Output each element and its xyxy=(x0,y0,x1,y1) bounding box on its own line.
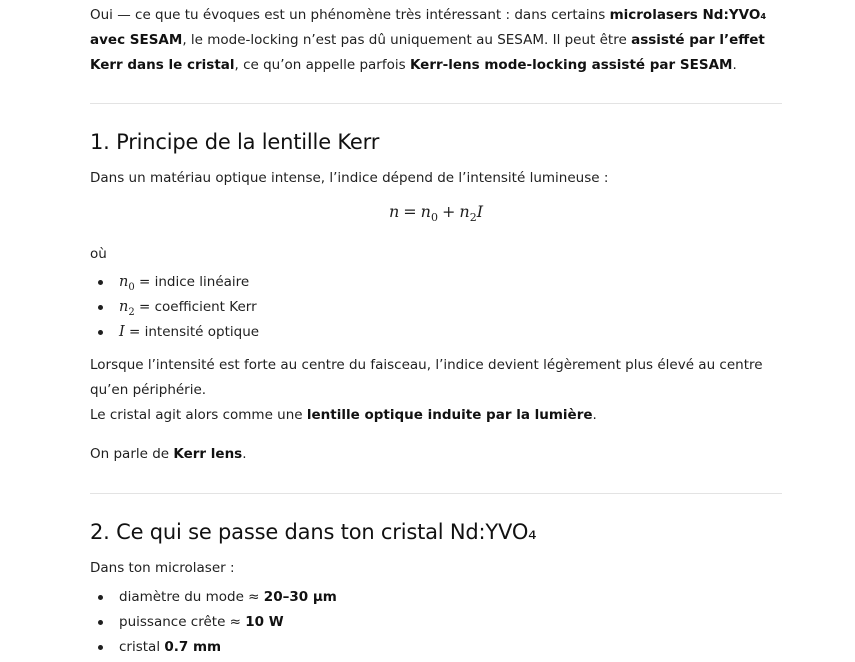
bullet-icon xyxy=(98,645,103,650)
formula-n0-sub: 0 xyxy=(430,211,438,225)
bullet-icon xyxy=(98,620,103,625)
list-item-text: puissance crête ≈ xyxy=(119,614,246,630)
formula-intensity: I xyxy=(476,202,484,221)
intro-paragraph xyxy=(90,3,782,78)
list-item-text: diamètre du mode ≈ xyxy=(119,589,264,605)
bullet-icon xyxy=(98,305,103,310)
kerr-lens-paragraph: On parle de Kerr lens. xyxy=(90,446,247,462)
formula-equals: = xyxy=(403,202,417,221)
lens-paragraph: Le cristal agit alors comme une lentille optique induite par la lumière. xyxy=(90,407,597,423)
math-symbol: $n_0$ xyxy=(119,274,135,293)
list-item-text: cristal xyxy=(119,639,165,655)
list-item-value: 0.7 mm xyxy=(164,639,222,655)
formula-n2: n xyxy=(459,202,470,221)
math-symbol: $n_2$ xyxy=(119,299,135,318)
formula-n0: n xyxy=(420,202,431,221)
list-item xyxy=(90,635,782,660)
list-item-text: = intensité optique xyxy=(124,324,260,340)
list-item-value: 10 W xyxy=(245,614,284,630)
kerr-lens-bold: Kerr lens xyxy=(173,446,243,462)
intro-bold-2: assisté par l’effet Kerr dans le cristal xyxy=(90,32,765,73)
intro-text-2: , le mode-locking n’est pas dû uniquement au SESAM. Il peut être xyxy=(182,32,632,48)
list-item-text: = coefficient Kerr xyxy=(134,299,257,315)
list-item xyxy=(90,610,782,635)
intro-text-4: . xyxy=(732,57,737,73)
math-symbol: I xyxy=(119,324,125,340)
intro-text-1: Oui — ce que tu évoques est un phénomène très intéressant : dans certains xyxy=(90,7,610,23)
list-item xyxy=(90,585,782,610)
list-item xyxy=(90,295,782,320)
bullet-icon xyxy=(98,595,103,600)
bullet-icon xyxy=(98,280,103,285)
bullet-icon xyxy=(98,330,103,335)
divider xyxy=(90,103,782,104)
list-item-text: = indice linéaire xyxy=(134,274,250,290)
kerr-formula xyxy=(90,202,782,224)
lens-bold: lentille optique induite par la lumière xyxy=(306,407,593,423)
intro-bold-1: microlasers Nd:YVO₄ avec SESAM xyxy=(90,7,767,48)
intro-text-3: , ce qu’on appelle parfois xyxy=(234,57,410,73)
where-label: où xyxy=(90,246,107,262)
formula-n: n xyxy=(388,202,400,221)
explanation-paragraph: Lorsque l’intensité est forte au centre du faisceau, l’indice devient légèrement plus élevé au centre qu’en périphérie. xyxy=(90,357,763,398)
section-1-heading: 1. Principe de la lentille Kerr xyxy=(90,130,380,154)
formula-n2-sub: 2 xyxy=(469,211,477,225)
variable-list xyxy=(90,270,782,345)
list-item xyxy=(90,270,782,295)
intro-bold-3: Kerr-lens mode-locking assisté par SESAM xyxy=(409,57,733,73)
kerr-lens-text: On parle de xyxy=(90,446,174,462)
list-item xyxy=(90,320,782,345)
divider xyxy=(90,493,782,494)
section-2-lead: Dans ton microlaser : xyxy=(90,560,235,576)
lens-text: Le cristal agit alors comme une xyxy=(90,407,307,423)
section-1-lead: Dans un matériau optique intense, l’indice dépend de l’intensité lumineuse : xyxy=(90,170,609,186)
section-2-heading: 2. Ce qui se passe dans ton cristal Nd:YVO₄ xyxy=(90,520,537,544)
list-item-value: 20–30 µm xyxy=(263,589,337,605)
microlaser-specs-list xyxy=(90,585,782,660)
formula-plus: + xyxy=(441,202,456,221)
